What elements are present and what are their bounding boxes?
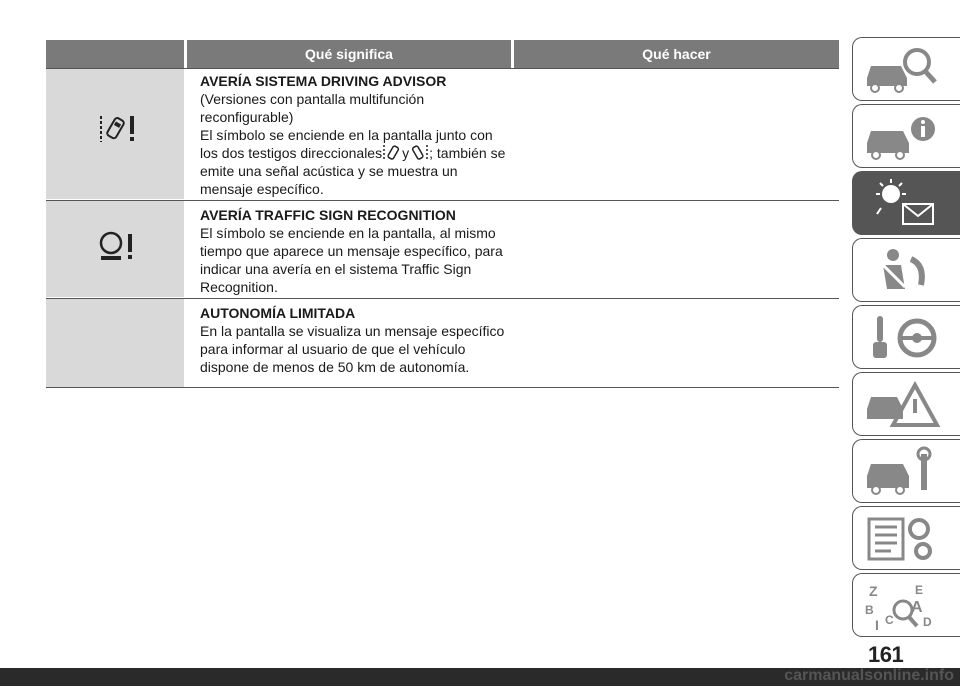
seatbelt-airbag-icon [861, 245, 951, 297]
row-text-line: En la pantalla se visualiza un mensaje específico [200, 323, 505, 339]
header-action: Qué hacer [514, 40, 839, 68]
svg-text:Z: Z [869, 583, 878, 599]
icon-cell [46, 201, 184, 297]
tab-warning-lights-messages[interactable] [852, 171, 960, 235]
tab-technical-data[interactable] [852, 506, 960, 570]
key-steering-wheel-icon [861, 312, 951, 364]
tab-starting-driving[interactable] [852, 305, 960, 369]
svg-text:C: C [885, 613, 894, 627]
alphabetical-index-icon [861, 580, 951, 632]
row-text-line: mensaje específico. [200, 181, 324, 197]
traffic-sign-warning-icon [98, 231, 138, 263]
icon-cell [46, 299, 184, 387]
header-icon-column [46, 40, 184, 68]
row-text-line: El símbolo se enciende en la pantalla, al mismo [200, 225, 496, 241]
row-title: AVERÍA TRAFFIC SIGN RECOGNITION [200, 207, 456, 223]
tab-car-info[interactable] [852, 104, 960, 168]
row-text-line: dispone de menos de 50 km de autonomía. [200, 359, 470, 375]
row-text-line: tiempo que aparece un mensaje específico, para [200, 243, 503, 259]
svg-text:B: B [865, 603, 874, 617]
icon-cell [46, 69, 184, 199]
tab-emergency[interactable] [852, 372, 960, 436]
row-text-line: El símbolo se enciende en la pantalla junto con [200, 127, 493, 143]
row-title: AUTONOMÍA LIMITADA [200, 305, 356, 321]
warning-light-message-icon [861, 178, 951, 230]
row-text-line: Recognition. [200, 279, 278, 295]
tab-car-search[interactable] [852, 37, 960, 101]
car-emergency-icon [861, 379, 951, 431]
row-text-line-with-symbols: los dos testigos direccionales y ; también se [200, 145, 506, 161]
row-text-line: (Versiones con pantalla multifunción [200, 91, 425, 107]
table-bottom-border [46, 387, 839, 388]
lane-left-indicator-icon [382, 144, 402, 162]
technical-data-icon [861, 513, 951, 565]
row-traffic-sign [200, 206, 512, 296]
row-limited-range [200, 304, 512, 376]
row-text-line: emite una señal acústica y se muestra un [200, 163, 458, 179]
row-title: AVERÍA SISTEMA DRIVING ADVISOR [200, 73, 447, 89]
watermark: carmanualsonline.info [784, 667, 954, 684]
tab-safety[interactable] [852, 238, 960, 302]
car-search-icon [861, 44, 951, 96]
car-maintenance-icon [861, 446, 951, 498]
header-meaning: Qué significa [187, 40, 511, 68]
page-number: 161 [868, 642, 904, 667]
row-text-line: reconfigurable) [200, 109, 294, 125]
svg-text:I: I [875, 617, 879, 632]
row-driving-advisor [200, 72, 512, 198]
svg-text:D: D [923, 615, 932, 629]
lane-right-indicator-icon [409, 144, 429, 162]
row-text-line: para informar al usuario de que el vehículo [200, 341, 466, 357]
svg-text:E: E [915, 583, 924, 597]
row-text-line: indicar una avería en el sistema Traffic Sign [200, 261, 472, 277]
tab-index[interactable] [852, 573, 960, 637]
svg-text:A: A [911, 599, 923, 616]
car-info-icon [861, 111, 951, 163]
tab-maintenance[interactable] [852, 439, 960, 503]
driving-advisor-warning-icon [98, 113, 138, 145]
